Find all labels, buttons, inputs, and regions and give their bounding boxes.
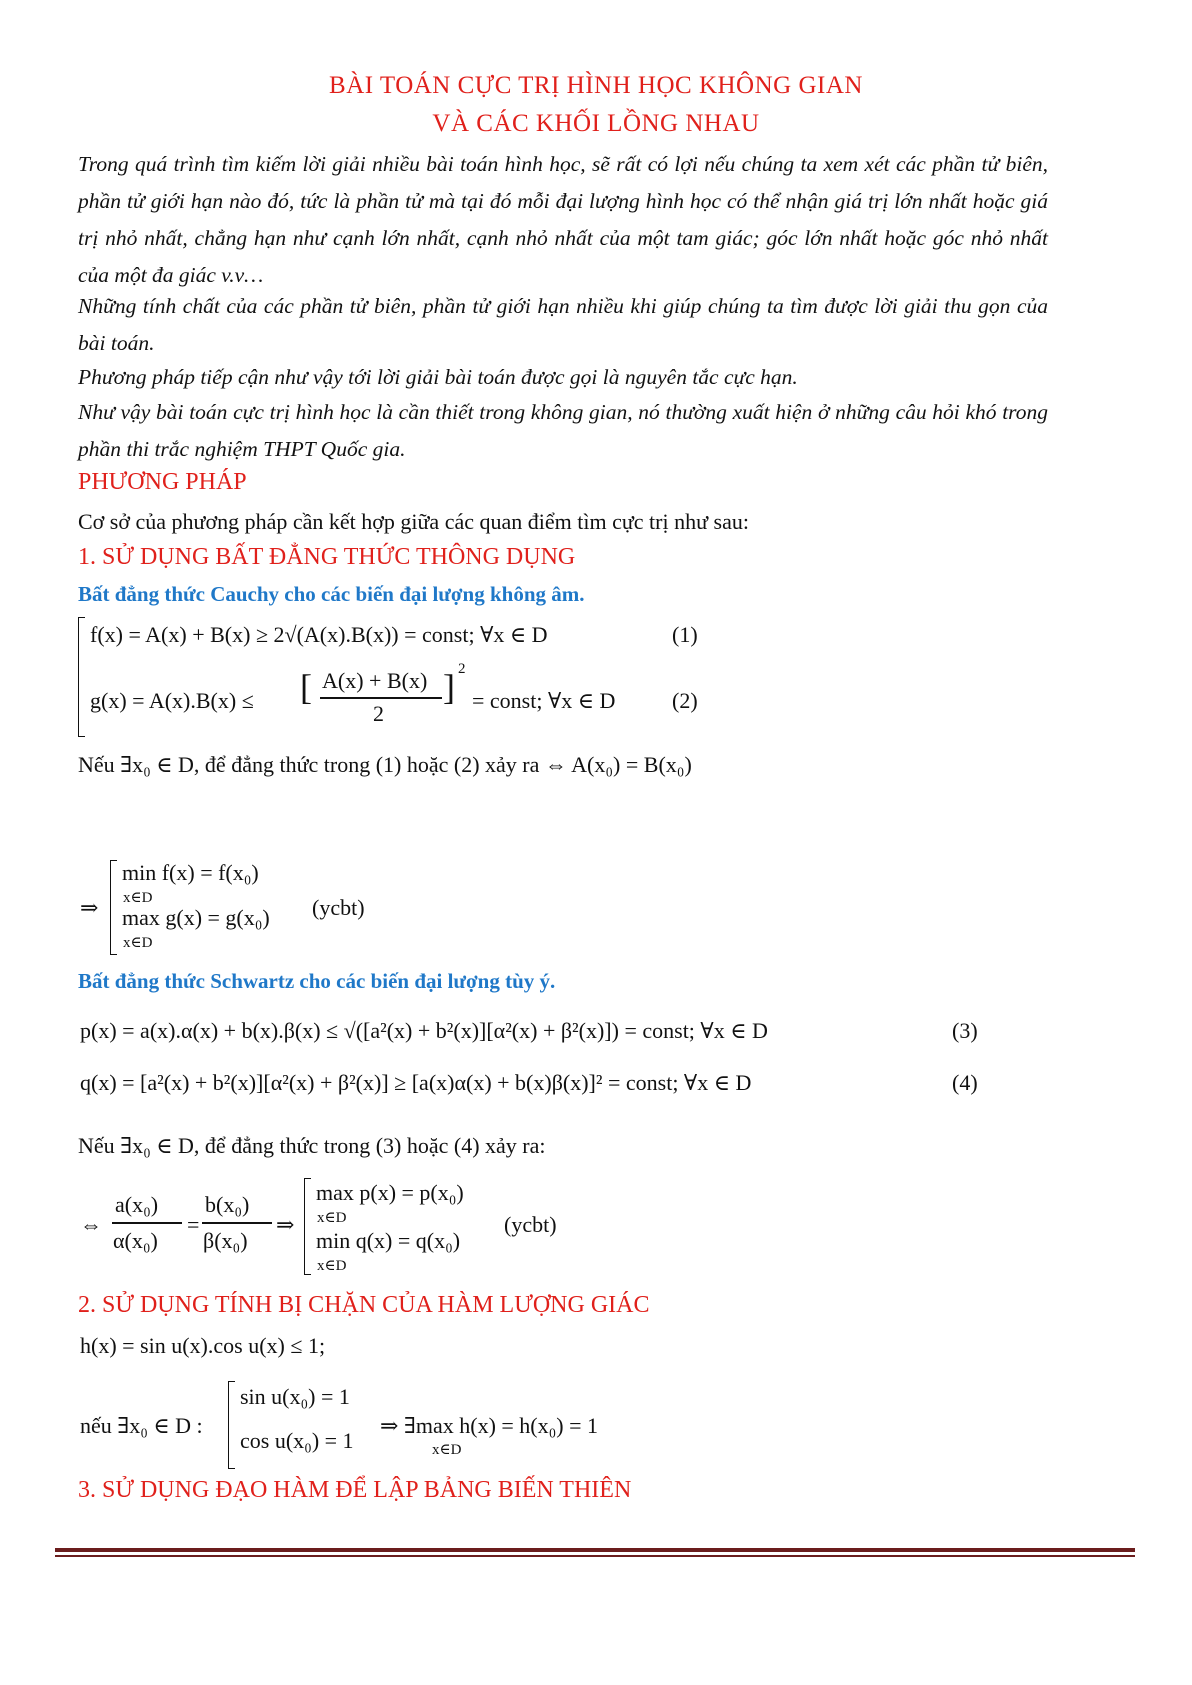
equivalence-arrow: ⇔ xyxy=(80,1212,102,1237)
min-f-subscript: x∈D xyxy=(123,890,153,906)
trig-condition: nếu ∃x₀ ∈ D : xyxy=(80,1413,203,1438)
fraction-2-bar xyxy=(202,1222,272,1224)
equation-4: q(x) = [a²(x) + b²(x)][α²(x) + β²(x)] ≥ [a(x)α(x) + b(x)β(x)]² = const; ∀x ∈ D xyxy=(80,1070,752,1095)
equation-4-number: (4) xyxy=(952,1070,978,1095)
equation-2-close-bracket: ] xyxy=(443,667,455,707)
condition-2: Nếu ∃x₀ ∈ D, để đẳng thức trong (3) hoặc (4) xảy ra: xyxy=(78,1133,546,1158)
trig-bracket xyxy=(228,1381,235,1469)
equation-2-numerator: A(x) + B(x) xyxy=(322,668,428,693)
implies-arrow-1: ⇒ xyxy=(80,895,99,920)
max-g-line: max g(x) = g(x₀) xyxy=(122,905,270,930)
section-3-heading: 3. SỬ DỤNG ĐẠO HÀM ĐỂ LẬP BẢNG BIẾN THIÊN xyxy=(78,1477,632,1503)
method-basis-text: Cơ sở của phương pháp cần kết hợp giữa các quan điểm tìm cực trị như sau: xyxy=(78,509,749,534)
fraction-2-denominator: β(x₀) xyxy=(203,1228,248,1253)
section-1-heading: 1. SỬ DỤNG BẤT ĐẲNG THỨC THÔNG DỤNG xyxy=(78,544,576,570)
cauchy-bracket xyxy=(78,617,85,737)
title-line-1: BÀI TOÁN CỰC TRỊ HÌNH HỌC KHÔNG GIAN xyxy=(329,72,863,99)
equation-2-exponent: 2 xyxy=(458,661,466,677)
h-equation: h(x) = sin u(x).cos u(x) ≤ 1; xyxy=(80,1333,326,1358)
min-f-line: min f(x) = f(x₀) xyxy=(122,860,259,885)
fraction-1-denominator: α(x₀) xyxy=(113,1228,158,1253)
equation-3-number: (3) xyxy=(952,1018,978,1043)
schwartz-subheading: Bất đẳng thức Schwartz cho các biến đại lượng tùy ý. xyxy=(78,969,556,993)
equation-2-right: = const; ∀x ∈ D xyxy=(472,688,616,713)
equation-2-fraction-bar xyxy=(320,697,442,699)
minmax-bracket xyxy=(110,860,117,955)
equation-2-open-bracket: [ xyxy=(300,667,312,707)
intro-paragraph-1: Trong quá trình tìm kiếm lời giải nhiều bài toán hình học, sẽ rất có lợi nếu chúng ta xem xét các phần tử biên, phần tử giới hạn nào đó, tức là phần tử mà tại đó mỗi đại lượng hình học có thể nhận giá trị lớn nhất hoặc giá trị nhỏ nhất, chẳng hạn như cạnh lớn nhất, cạnh nhỏ nhất của một tam giác; góc lớn nhất hoặc góc nhỏ nhất của một đa giác v.v… xyxy=(78,152,1048,287)
equation-2-left: g(x) = A(x).B(x) ≤ xyxy=(90,688,254,713)
min-q-subscript: x∈D xyxy=(317,1258,347,1274)
equation-2-denominator: 2 xyxy=(373,701,384,726)
cos-line: cos u(x₀) = 1 xyxy=(240,1428,354,1453)
sin-line: sin u(x₀) = 1 xyxy=(240,1384,350,1409)
ycbt-label-1: (ycbt) xyxy=(312,895,365,920)
fraction-equals: = xyxy=(187,1212,200,1237)
title-line-2: VÀ CÁC KHỐI LỒNG NHAU xyxy=(432,110,760,137)
intro-paragraph-2: Những tính chất của các phần tử biên, phần tử giới hạn nhiều khi giúp chúng ta tìm được lời giải thu gọn của bài toán. xyxy=(78,294,1048,355)
cauchy-subheading: Bất đẳng thức Cauchy cho các biến đại lượng không âm. xyxy=(78,582,585,606)
equation-1-number: (1) xyxy=(672,622,698,647)
max-g-subscript: x∈D xyxy=(123,935,153,951)
trig-max-subscript: x∈D xyxy=(432,1442,462,1458)
method-heading: PHƯƠNG PHÁP xyxy=(78,469,247,495)
ycbt-label-2: (ycbt) xyxy=(504,1212,557,1237)
max-p-line: max p(x) = p(x₀) xyxy=(316,1180,464,1205)
condition-1: Nếu ∃x₀ ∈ D, để đẳng thức trong (1) hoặc (2) xảy ra ⇔ A(x₀) = B(x₀) xyxy=(78,752,692,777)
footer-rule-thin xyxy=(55,1555,1135,1557)
trig-result: ⇒ ∃max h(x) = h(x₀) = 1 xyxy=(380,1413,599,1438)
footer-rule-thick xyxy=(55,1548,1135,1552)
fraction-2-numerator: b(x₀) xyxy=(205,1192,250,1217)
fraction-1-bar xyxy=(112,1222,182,1224)
maxmin-bracket xyxy=(304,1178,311,1275)
intro-paragraph-4: Như vậy bài toán cực trị hình học là cần thiết trong không gian, nó thường xuất hiện ở những câu hỏi khó trong phần thi trắc nghiệm THPT Quốc gia. xyxy=(78,400,1048,461)
intro-paragraph-3: Phương pháp tiếp cận như vậy tới lời giải bài toán được gọi là nguyên tắc cực hạn. xyxy=(78,365,798,389)
section-2-heading: 2. SỬ DỤNG TÍNH BỊ CHẶN CỦA HÀM LƯỢNG GIÁC xyxy=(78,1292,650,1318)
equation-2-number: (2) xyxy=(672,688,698,713)
implies-arrow-2: ⇒ xyxy=(276,1212,295,1237)
max-p-subscript: x∈D xyxy=(317,1210,347,1226)
min-q-line: min q(x) = q(x₀) xyxy=(316,1228,461,1253)
equation-1: f(x) = A(x) + B(x) ≥ 2√(A(x).B(x)) = const; ∀x ∈ D xyxy=(90,622,548,647)
fraction-1-numerator: a(x₀) xyxy=(115,1192,159,1217)
equation-3: p(x) = a(x).α(x) + b(x).β(x) ≤ √([a²(x) + b²(x)][α²(x) + β²(x)]) = const; ∀x ∈ D xyxy=(80,1018,768,1043)
